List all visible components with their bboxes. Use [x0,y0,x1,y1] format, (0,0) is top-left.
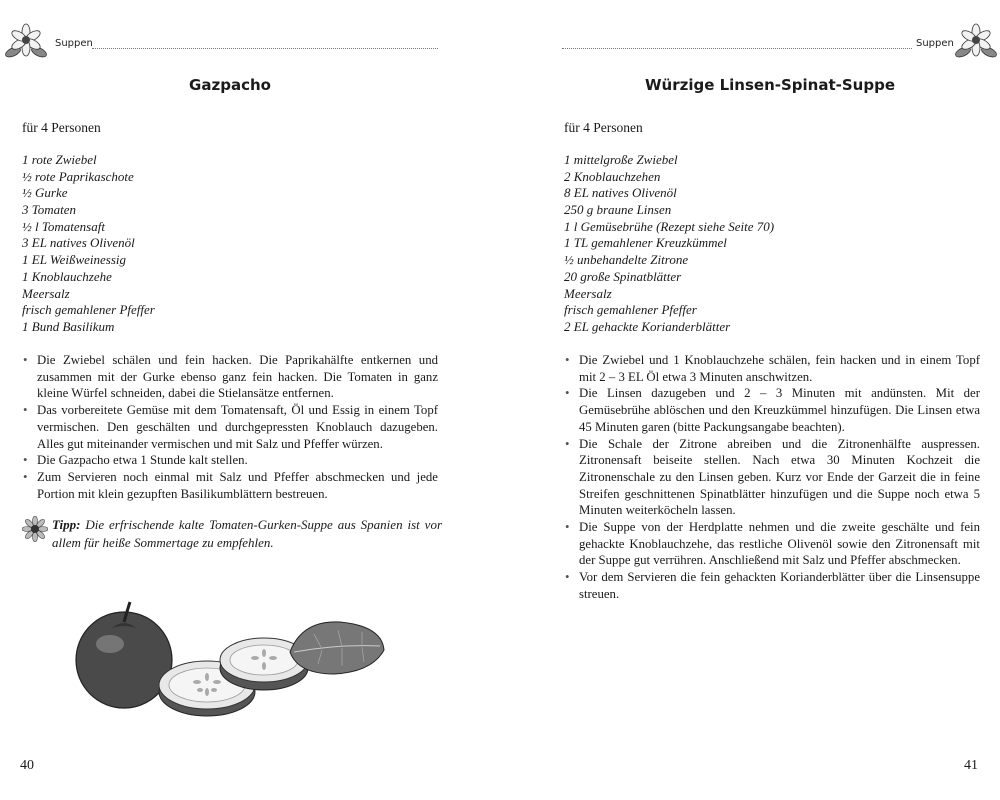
ingredient: ½ l Tomatensaft [22,218,105,234]
section-label: Suppen [55,38,93,49]
ingredient: 8 EL natives Olivenöl [564,185,677,201]
page-number: 40 [20,758,34,773]
servings: für 4 Personen [564,120,643,135]
flower-ornament-icon [954,22,998,64]
ingredient: Meersalz [22,285,70,301]
ingredient: 2 EL gehackte Korianderblätter [564,318,731,334]
servings: für 4 Personen [22,120,101,135]
ingredient: 1 l Gemüsebrühe (Rezept siehe Seite 70) [564,218,775,234]
instruction-list [564,352,980,603]
tip-label: Tipp: [52,517,81,532]
tip-text-block [52,516,442,552]
ingredient: frisch gemahlener Pfeffer [22,302,155,318]
instruction-step: • Zum Servieren noch einmal mit Salz und Pfeffer abschmecken und jede Portion mit klein gezupften Basilikumblättern bestreuen. [22,469,438,502]
ingredient: ½ unbehandelte Zitrone [564,252,689,268]
ingredient: 20 große Spinatblätter [564,268,682,284]
sunflower-icon [22,516,48,542]
ingredient: ½ Gurke [22,185,68,201]
tip-box [22,516,442,552]
ingredient-list [564,152,774,336]
ingredient: 1 rote Zwiebel [22,152,97,167]
ingredient: 1 mittelgroße Zwiebel [564,152,678,167]
ingredient: 1 EL Weißweinessig [22,252,127,268]
instruction-step: • Das vorbereitete Gemüse mit dem Tomatensaft, Öl und Essig in einem Topf vermischen. Den geschälten und durchgepressten Knoblauch dazugeben. Alles gut miteinander vermischen und mit Salz und Pfeffer würzen. [22,402,438,452]
instruction-step: • Die Linsen dazugeben und 2 – 3 Minuten mit andünsten. Mit der Gemüsebrühe ablöschen und den Kreuzkümmel hinzufügen. Die Linsen etwa 45 Minuten garen (bitte Packungsangabe beachten). [564,385,980,435]
section-label: Suppen [916,38,954,49]
header-dotted-rule [92,38,438,49]
tomato-cucumber-illustration [72,600,402,730]
right-page [500,0,1000,800]
ingredient: ½ rote Paprikaschote [22,168,134,184]
ingredient: 1 Bund Basilikum [22,318,115,334]
instruction-step: • Die Gazpacho etwa 1 Stunde kalt stellen. [22,452,438,469]
instruction-step: • Die Schale der Zitrone abreiben und die Zitronenhälfte auspressen. Zitronensaft beiseite stellen. Nach etwa 30 Minuten Kochzeit die Zitronenschale zu den Linsen geben. Kurz vor Ende der Garzeit die in feine Streifen geschnittenen Spinatblätter hinzufügen und die Suppe noch etwa 5 Minuten weiterköcheln lassen. [564,436,980,520]
instruction-step: • Die Zwiebel schälen und fein hacken. Die Paprikahälfte entkernen und zusammen mit der Gurke ebenso ganz fein hacken. Die Tomaten in ganz kleine Würfel schneiden, dabei die Stielansätze entfernen. [22,352,438,402]
recipe-title: Gazpacho [189,76,271,94]
ingredient: Meersalz [564,285,612,301]
flower-ornament-icon [4,22,48,64]
page-number: 41 [964,758,978,773]
instruction-step: • Vor dem Servieren die fein gehackten Korianderblätter über die Linsensuppe streuen. [564,569,980,602]
instruction-step: • Die Suppe von der Herdplatte nehmen und die zweite geschälte und fein gehackte Knoblauchzehe, das restliche Olivenöl sowie den Zitronensaft mit der Suppe gut verrühren. Anschließend mit Salz und Pfeffer abschmecken. [564,519,980,569]
tip-body: Die erfrischende kalte Tomaten-Gurken-Suppe aus Spanien ist vor allem für heiße Sommertage zu empfehlen. [52,517,443,550]
ingredient: 3 Tomaten [22,202,77,218]
instruction-step: • Die Zwiebel und 1 Knoblauchzehe schälen, fein hacken und in einem Topf mit 2 – 3 EL Öl etwa 3 Minuten anschwitzen. [564,352,980,385]
ingredient: 250 g braune Linsen [564,202,672,218]
ingredient: 3 EL natives Olivenöl [22,235,135,251]
ingredient: frisch gemahlener Pfeffer [564,302,697,318]
recipe-title: Würzige Linsen-Spinat-Suppe [644,76,896,94]
ingredient-list [22,152,155,336]
ingredient: 1 TL gemahlener Kreuzkümmel [564,235,727,251]
instruction-list [22,352,438,502]
ingredient: 2 Knoblauchzehen [564,168,661,184]
ingredient: 1 Knoblauchzehe [22,268,112,284]
header-dotted-rule [562,38,912,49]
